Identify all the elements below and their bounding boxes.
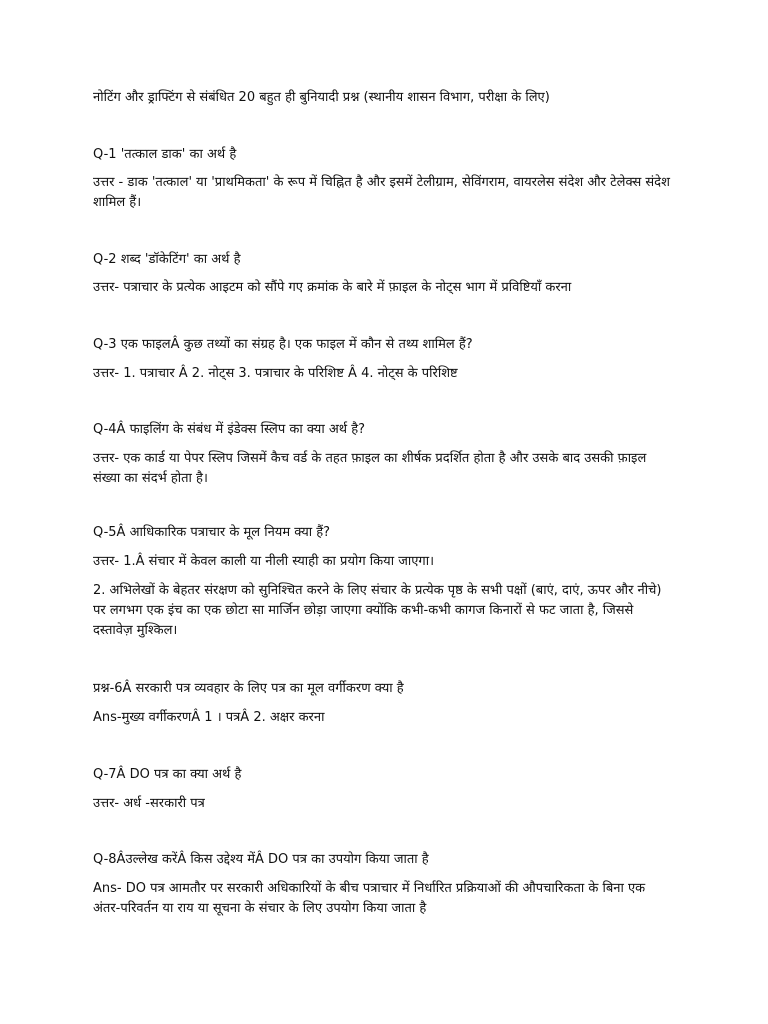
question-1: Q-1 'तत्काल डाक' का अर्थ है	[93, 147, 237, 162]
answer-5-point-1: उत्तर- 1.Â संचार में केवल काली या नीली स्याही का प्रयोग किया जाएगा।	[93, 554, 435, 569]
document-title: नोटिंग और ड्राफ्टिंग से संबंधित 20 बहुत ही बुनियादी प्रश्न (स्थानीय शासन विभाग, परीक्षा के लिए)	[93, 90, 550, 105]
question-4: Q-4Â फाइलिंग के संबंध में इंडेक्स स्लिप का क्या अर्थ है?	[93, 422, 366, 437]
answer-2: उत्तर- पत्राचार के प्रत्येक आइटम को सौंपे गए क्रमांक के बारे में फ़ाइल के नोट्स भाग में प्रविष्टियाँ करना	[93, 280, 572, 295]
answer-6: Ans-मुख्य वर्गीकरणÂ 1 । पत्रÂ 2. अक्षर करना	[93, 710, 325, 725]
answer-3: उत्तर- 1. पत्राचार Â 2. नोट्स 3. पत्राचार के परिशिष्ट Â 4. नोट्स के परिशिष्ट	[93, 366, 458, 381]
question-3: Q-3 एक फाइलÂ कुछ तथ्यों का संग्रह है। एक फाइल में कौन से तथ्य शामिल हैं?	[93, 337, 473, 352]
question-5: Q-5Â आधिकारिक पत्राचार के मूल नियम क्या हैं?	[93, 525, 331, 540]
answer-4: उत्तर- एक कार्ड या पेपर स्लिप जिसमें कैच वर्ड के तहत फ़ाइल का शीर्षक प्रदर्शित होता है और उसके बाद उसकी फ़ाइल संख्या का संदर्भ होता है।	[93, 451, 647, 486]
answer-7: उत्तर- अर्ध -सरकारी पत्र	[93, 796, 205, 811]
question-8: Q-8Âउल्लेख करेंÂ किस उद्देश्य मेंÂ DO पत्र का उपयोग किया जाता है	[93, 852, 429, 867]
answer-5-point-2: 2. अभिलेखों के बेहतर संरक्षण को सुनिश्चित करने के लिए संचार के प्रत्येक पृष्ठ के सभी पक्षों (बाएं, दाएं, ऊपर और नीचे) पर लगभग एक इंच का एक छोटा सा मार्जिन छोड़ा जाएगा क्योंकि कभी-कभी कागज किनारों से फट जाता है, जिससे दस्तावेज़ मुश्किल।	[93, 583, 662, 638]
answer-1: उत्तर - डाक 'तत्काल' या 'प्राथमिकता' के रूप में चिह्नित है और इसमें टेलीग्राम, सेविंगराम, वायरलेस संदेश और टेलेक्स संदेश शामिल हैं।	[93, 175, 670, 210]
question-7: Q-7Â DO पत्र का क्या अर्थ है	[93, 767, 242, 782]
question-2: Q-2 शब्द 'डॉकेटिंग' का अर्थ है	[93, 252, 241, 267]
question-6: प्रश्न-6Â सरकारी पत्र व्यवहार के लिए पत्र का मूल वर्गीकरण क्या है	[93, 681, 404, 696]
answer-8: Ans- DO पत्र आमतौर पर सरकारी अधिकारियों के बीच पत्राचार में निर्धारित प्रक्रियाओं की औपचारिकता के बिना एक अंतर-परिवर्तन या राय या सूचना के संचार के लिए उपयोग किया जाता है	[93, 881, 646, 916]
